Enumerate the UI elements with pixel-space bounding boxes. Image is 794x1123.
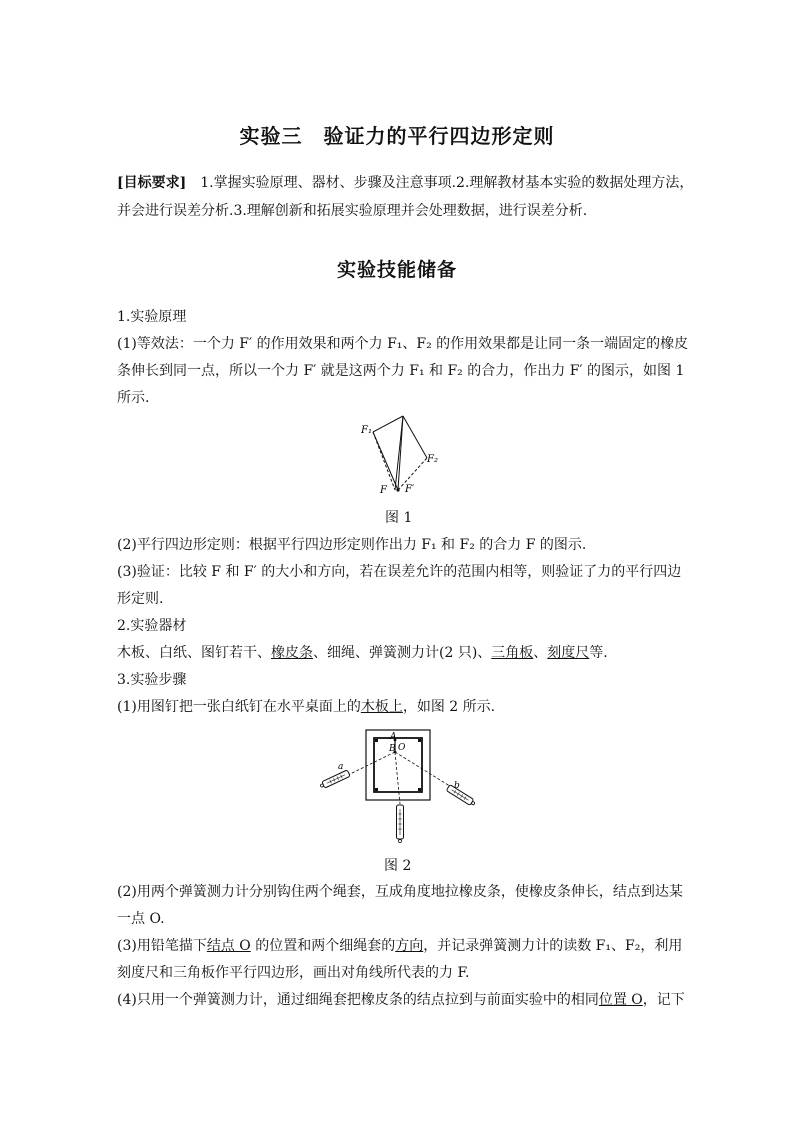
- figure-1-force-diagram: [355, 410, 445, 500]
- step-4-line1: [117, 989, 685, 1009]
- equipment-mid: 、细绳、弹簧测力计(2 只)、: [313, 645, 492, 661]
- step-3-mid: 的位置和两个细绳套的: [250, 938, 396, 954]
- step-1: [117, 696, 495, 716]
- heading-equipment: 2.实验器材: [117, 618, 187, 634]
- step-4-post: ，记下: [642, 992, 685, 1008]
- step-3-knot: 结点 O: [206, 938, 251, 954]
- label-f2: F₂: [427, 454, 438, 465]
- principle-p3-line1: (3)验证：比较 F 和 F′ 的大小和方向，若在误差允许的范围内相等，则验证了力的平行四边: [117, 564, 682, 580]
- heading-principle: 1.实验原理: [117, 309, 187, 325]
- goal-text-1: 1.掌握实验原理、器材、步骤及注意事项.2.理解教材基本实验的数据处理方法，: [186, 175, 694, 191]
- pin-tl: [375, 739, 378, 742]
- f1-top-side: [373, 416, 403, 432]
- equipment-rubber-band: 橡皮条: [271, 645, 313, 661]
- step-2-line2: 一点 O.: [117, 911, 165, 927]
- step-3-direction: 方向: [395, 938, 424, 954]
- spring-scale-vertical: [397, 805, 404, 843]
- label-f1: F₁: [361, 425, 372, 436]
- equipment-sep: 、: [533, 645, 548, 661]
- goal-line-1: [117, 172, 693, 192]
- pin-tr: [418, 739, 421, 742]
- label-scale-a: a: [338, 762, 344, 772]
- principle-p2: (2)平行四边形定则：根据平行四边形定则作出力 F₁ 和 F₂ 的合力 F 的图示.: [117, 537, 587, 553]
- figure-2-caption: 图 2: [384, 858, 412, 874]
- page-title: 实验三 验证力的平行四边形定则: [239, 124, 555, 148]
- f1-arrow-line: [373, 432, 398, 490]
- step-1-post: ，如图 2 所示.: [402, 699, 496, 715]
- step-3-line2: 刻度尺和三角板作平行四边形，画出对角线所代表的力 F.: [117, 965, 470, 981]
- equipment-post: 等.: [589, 645, 608, 661]
- figure-1-caption: 图 1: [385, 510, 413, 526]
- spring-scale-a: [319, 770, 350, 789]
- figure-2-apparatus: [318, 728, 478, 852]
- equipment-pre: 木板、白纸、图钉若干、: [117, 645, 271, 661]
- goal-line-2: 并会进行误差分析.3.理解创新和拓展实验原理并会处理数据，进行误差分析.: [117, 203, 588, 219]
- top-f2-side: [403, 416, 427, 458]
- step-2-line1: (2)用两个弹簧测力计分别钩住两个绳套，互成角度地拉橡皮条，使橡皮条伸长，结点到达某: [117, 884, 683, 900]
- section-title: 实验技能储备: [336, 259, 457, 281]
- principle-p1-line2: 条伸长到同一点，所以一个力 F′ 就是这两个力 F₁ 和 F₂ 的合力，作出力 F′ 的图示，如图 1: [117, 363, 685, 379]
- label-a-point: A: [390, 732, 397, 742]
- equipment-ruler: 刻度尺: [547, 645, 590, 661]
- principle-p1-line1: (1)等效法：一个力 F′ 的作用效果和两个力 F₁、F₂ 的作用效果都是让同一条一端固定的橡皮: [117, 336, 689, 352]
- label-f: F: [380, 485, 387, 496]
- goal-tag: [目标要求]: [117, 175, 187, 191]
- step-4-pre: (4)只用一个弹簧测力计，通过细绳套把橡皮条的结点拉到与前面实验中的相同: [117, 992, 599, 1008]
- pin-br: [418, 788, 421, 791]
- step-3-post: ，并记录弹簧测力计的读数 F₁、F₂，利用: [423, 938, 683, 954]
- label-scale-b: b: [454, 781, 460, 791]
- step-4-position: 位置 O: [598, 992, 643, 1008]
- equipment-list: [117, 642, 608, 662]
- label-o-point: O: [398, 743, 406, 753]
- label-f-prime: F′: [405, 484, 415, 495]
- heading-steps: 3.实验步骤: [117, 672, 187, 688]
- step-1-pre: (1)用图钉把一张白纸钉在水平桌面上的: [117, 699, 361, 715]
- spring-scale-b: [446, 785, 476, 807]
- step-3-line1: [117, 935, 682, 955]
- label-b-point: B: [389, 744, 396, 754]
- pin-bl: [375, 788, 378, 791]
- equipment-triangle: 三角板: [491, 645, 534, 661]
- origin-point: [396, 488, 399, 491]
- principle-p3-line2: 形定则.: [117, 591, 164, 607]
- principle-p1-line3: 所示.: [117, 390, 150, 406]
- step-3-pre: (3)用铅笔描下: [117, 938, 207, 954]
- step-1-board: 木板上: [360, 699, 403, 715]
